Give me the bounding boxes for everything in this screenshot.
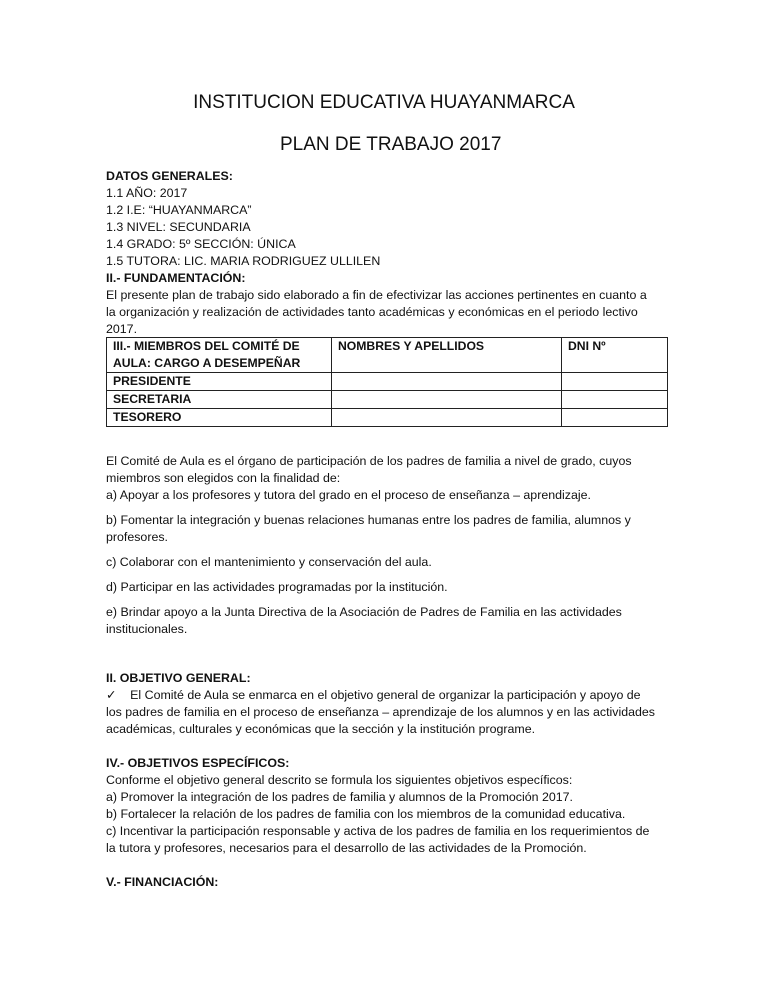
text-line: c) Incentivar la participación responsable y activa de los padres de familia en los requerimientos de bbox=[106, 824, 650, 838]
institution-title: INSTITUCION EDUCATIVA HUAYANMARCA bbox=[193, 92, 575, 113]
text-line: b) Fomentar la integración y buenas relaciones humanas entre los padres de familia, alumnos y bbox=[106, 513, 631, 527]
fundamentacion-line: la organización y realización de actividades tanto académicas y económicas en el periodo lectivo bbox=[106, 305, 638, 319]
table-row bbox=[107, 391, 668, 409]
text-line: la tutora y profesores, necesarios para el desarrollo de las actividades de la Promoción. bbox=[106, 841, 587, 855]
text-line: académicas, culturales y económicas que la sección y la institución programe. bbox=[106, 722, 536, 736]
comite-d bbox=[106, 579, 666, 596]
financiacion-heading: V.- FINANCIACIÓN: bbox=[106, 875, 219, 889]
nombre-cell bbox=[332, 409, 562, 427]
datos-item: 1.4 GRADO: 5º SECCIÓN: ÚNICA bbox=[106, 237, 296, 251]
text-line: El Comité de Aula se enmarca en el objetivo general de organizar la participación y apoyo de bbox=[130, 688, 641, 702]
objetivos-especificos-heading: IV.- OBJETIVOS ESPECÍFICOS: bbox=[106, 756, 290, 770]
text-line: b) Fortalecer la relación de los padres de familia con los miembros de la comunidad educativa. bbox=[106, 807, 626, 821]
cargo-cell: SECRETARIA bbox=[107, 391, 332, 409]
header-cell-nombres: NOMBRES Y APELLIDOS bbox=[332, 338, 562, 373]
dni-cell bbox=[562, 409, 668, 427]
text-line: institucionales. bbox=[106, 622, 188, 636]
datos-item: 1.3 NIVEL: SECUNDARIA bbox=[106, 220, 251, 234]
table-row bbox=[107, 373, 668, 391]
datos-item: 1.1 AÑO: 2017 bbox=[106, 186, 188, 200]
datos-heading: DATOS GENERALES: bbox=[106, 169, 233, 183]
financiacion-section bbox=[106, 874, 666, 891]
plan-title: PLAN DE TRABAJO 2017 bbox=[280, 134, 502, 155]
table-row bbox=[107, 409, 668, 427]
fundamentacion-line: El presente plan de trabajo sido elaborado a fin de efectivizar las acciones pertinentes en cuanto a bbox=[106, 288, 647, 302]
comite-table bbox=[106, 337, 668, 427]
cargo-cell: PRESIDENTE bbox=[107, 373, 332, 391]
text-line: miembros son elegidos con la finalidad de: bbox=[106, 471, 341, 485]
header-cell-cargo: III.- MIEMBROS DEL COMITÉ DE AULA: CARGO A DESEMPEÑAR bbox=[107, 338, 332, 373]
table-header-row bbox=[107, 338, 668, 373]
header-cell-dni: DNI Nº bbox=[562, 338, 668, 373]
comite-c bbox=[106, 554, 666, 571]
comite-e bbox=[106, 604, 666, 638]
text-line: El Comité de Aula es el órgano de participación de los padres de familia a nivel de grado, cuyos bbox=[106, 454, 632, 468]
comite-description bbox=[106, 453, 666, 646]
dni-cell bbox=[562, 391, 668, 409]
nombre-cell bbox=[332, 373, 562, 391]
text-line: d) Participar en las actividades programadas por la institución. bbox=[106, 580, 448, 594]
nombre-cell bbox=[332, 391, 562, 409]
text-line: a) Apoyar a los profesores y tutora del grado en el proceso de enseñanza – aprendizaje. bbox=[106, 488, 591, 502]
objetivo-general-section bbox=[106, 670, 666, 738]
objetivo-general-heading: II. OBJETIVO GENERAL: bbox=[106, 671, 251, 685]
comite-intro bbox=[106, 453, 666, 504]
check-icon: ✓ bbox=[106, 688, 117, 702]
text-line: e) Brindar apoyo a la Junta Directiva de la Asociación de Padres de Familia en las actividades bbox=[106, 605, 622, 619]
text-line: profesores. bbox=[106, 530, 168, 544]
objetivo-general-line bbox=[106, 687, 666, 704]
datos-item: 1.2 I.E: “HUAYANMARCA” bbox=[106, 203, 252, 217]
text-line: c) Colaborar con el mantenimiento y conservación del aula. bbox=[106, 555, 432, 569]
fundamentacion-line: 2017. bbox=[106, 322, 138, 336]
datos-generales-section bbox=[106, 168, 666, 338]
text-line: a) Promover la integración de los padres de familia y alumnos de la Promoción 2017. bbox=[106, 790, 573, 804]
datos-item: 1.5 TUTORA: LIC. MARIA RODRIGUEZ ULLILEN bbox=[106, 254, 381, 268]
cargo-cell: TESORERO bbox=[107, 409, 332, 427]
text-line: Conforme el objetivo general descrito se formula los siguientes objetivos específicos: bbox=[106, 773, 573, 787]
dni-cell bbox=[562, 373, 668, 391]
fundamentacion-heading: II.- FUNDAMENTACIÓN: bbox=[106, 271, 246, 285]
objetivos-especificos-section bbox=[106, 755, 666, 857]
text-line: los padres de familia en el proceso de enseñanza – aprendizaje de los alumnos y en las actividades bbox=[106, 705, 655, 719]
comite-b bbox=[106, 512, 666, 546]
